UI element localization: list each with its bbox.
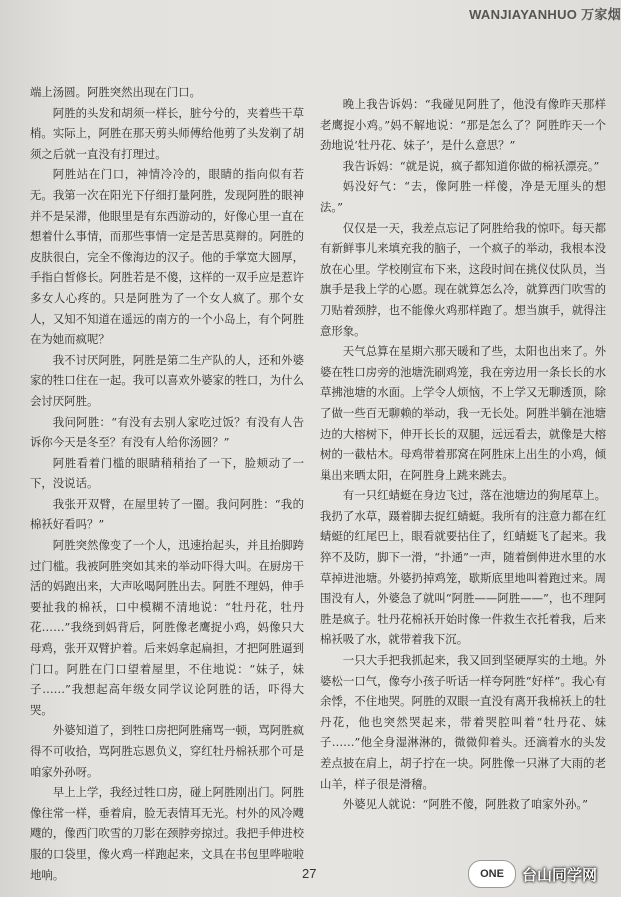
paragraph: 有一只红蜻蜓在身边飞过，落在池塘边的狗尾草上。我扔了水草，蹑着脚去捉红蜻蜓。我所有的注意力都在红蜻蜓的红尾巴上，眼看就要拈住了，红蜻蜓飞了起来。我猝不及防，脚下一滑，“扑通”一声，随着倒伸进水里的水草掉进池塘。外婆扔掉鸡笼，歇斯底里地叫着跑过来。周围没有人，外婆急了就叫“阿胜——阿胜——”，也不理阿胜是疯子。牡丹花棉袄开始时像一件救生衣托着我，后来棉袄吸了水，就带着我下沉。: [320, 488, 606, 647]
left-column: [30, 82, 304, 885]
paragraph: 妈没好气：“去，像阿胜一样傻，净是无厘头的想法。”: [320, 179, 606, 214]
paragraph: 我问阿胜：“有没有去别人家吃过饭？有没有人告诉你今天是冬至？有没有人给你汤圆？”: [30, 414, 304, 450]
paragraph: 端上汤圆。阿胜突然出现在门口。: [30, 85, 201, 99]
page-number: 27: [302, 866, 317, 881]
paragraph: 仅仅是一天，我差点忘记了阿胜给我的惊吓。每天都有新鲜事儿来填充我的脑子，一个疯子的举动，我根本没放在心里。学校刚宣布下来，这段时间在挑仪仗队员，当旗手是我上学的心愿。现在就算怎么冷，就算西门吹雪的刀贴着颈脖，也不能像火鸡那样跑了。想当旗手，就得注意形象。: [320, 220, 606, 338]
paragraph: 我张开双臂，在屋里转了一圈。我问阿胜：“我的棉袄好看吗？”: [30, 496, 304, 532]
paragraph: 早上上学，我经过牲口房，碰上阿胜刚出门。阿胜像往常一样，垂着肩，脸无表情耳无光。村外的风冷飕飕的，像西门吹雪的刀影在颈脖旁掠过。我把手伸进校服的口袋里，像火鸡一样跑起来，文具在书包里哗啦啦地响。: [30, 785, 304, 882]
paragraph: 阿胜突然像变了一个人，迅速抬起头，并且抬脚跨过门槛。我被阿胜突如其来的举动吓得大叫。在厨房干活的妈跑出来，大声吆喝阿胜出去。阿胜不理妈，伸手要扯我的棉袄，口中模糊不清地说：“牡丹花，牡丹花……”我绕到妈背后，阿胜像老鹰捉小鸡，妈像只大母鸡，张开双臂护着。后来妈拿起扁担，才把阿胜逼到门口。阿胜在门口望着屋里，不住地说：“妹子，妹子……”我想起高年级女同学议论阿胜的话，吓得大哭。: [30, 538, 304, 717]
running-header: WANJIAYANHUO 万家烟: [469, 7, 621, 22]
paragraph: 外婆知道了，到牲口房把阿胜痛骂一顿，骂阿胜疯得不可收拾，骂阿胜忘恩负义，穿红牡丹棉袄那个可是咱家外孙呀。: [30, 723, 304, 779]
paragraph: 一只大手把我抓起来，我又回到坚硬厚实的土地。外婆松一口气，像夸小孩子听话一样夸阿胜“好样”。我心有余悸，不住地哭。阿胜的双眼一直没有离开我棉袄上的牡丹花，他也突然哭起来，带着哭腔叫着“牡丹花、妹子……”他全身湿淋淋的，微微仰着头。还滴着水的头发差点披在肩上，胡子拧在一块。阿胜像一只淋了大雨的老山羊，样子很是滑稽。: [320, 653, 606, 791]
paragraph: 我告诉妈：“就是说，疯子都知道你做的棉袄漂亮。”: [342, 158, 600, 173]
paragraph: 阿胜的头发和胡须一样长，脏兮兮的，夹着些干草梢。实际上，阿胜在那天剪头师傅给他剪了头发剃了胡须之后就一直没有打理过。: [30, 105, 304, 161]
paragraph: 晚上我告诉妈：“我碰见阿胜了，他没有像昨天那样老鹰捉小鸡。”妈不解地说：“那是怎么了？阿胜昨天一个劲地说‘牡丹花、妹子’，是什么意思？”: [320, 97, 606, 153]
watermark-logo-icon: ONE: [468, 860, 516, 888]
paragraph: 天气总算在星期六那天暖和了些，太阳也出来了。外婆在牲口房旁的池塘洗刷鸡笼，我在旁边用一条长长的水草拂池塘的水面。上学令人烦恼，不上学又无聊透顶，除了做一些百无聊赖的举动，我一无长处。阿胜半躺在池塘边的大榕树下，伸开长长的双腿，远远看去，就像是大榕树的一截枯木。母鸡带着那窝在阿胜床上出生的小鸡，倾巢出来晒太阳，在阿胜身上跳来跳去。: [320, 344, 606, 482]
watermark-site-name: 台山同学网: [522, 865, 598, 884]
paragraph: 阿胜看着门槛的眼睛稍稍抬了一下，脸颊动了一下，没说话。: [30, 455, 304, 491]
paragraph: 我不讨厌阿胜，阿胜是第二生产队的人，还和外婆家的牲口住在一起。我可以喜欢外婆家的牲口，为什么会讨厌阿胜。: [30, 352, 304, 408]
paragraph: 阿胜站在门口，神情冷冷的，眼睛的指向似有若无。我第一次在阳光下仔细打量阿胜，发现阿胜的眼神并不是呆滞，他眼里是有东西游动的，好像心里一直在想着什么事情，而那些事情一定是苦思莫辩的。阿胜的皮肤很白，完全不像海边的汉子。他的手掌宽大圆厚，手指白皙修长。阿胜若是不傻，这样的一双手应是惹许多女人心疼的。只是阿胜为了一个女人疯了。那个女人，又知不知道在遥远的南方的一个小岛上，有个阿胜在为她而疯呢？: [30, 167, 304, 347]
watermark: [468, 858, 618, 890]
right-column: [320, 94, 606, 815]
paragraph: 外婆见人就说：“阿胜不傻，阿胜救了咱家外孙。”: [342, 797, 588, 812]
